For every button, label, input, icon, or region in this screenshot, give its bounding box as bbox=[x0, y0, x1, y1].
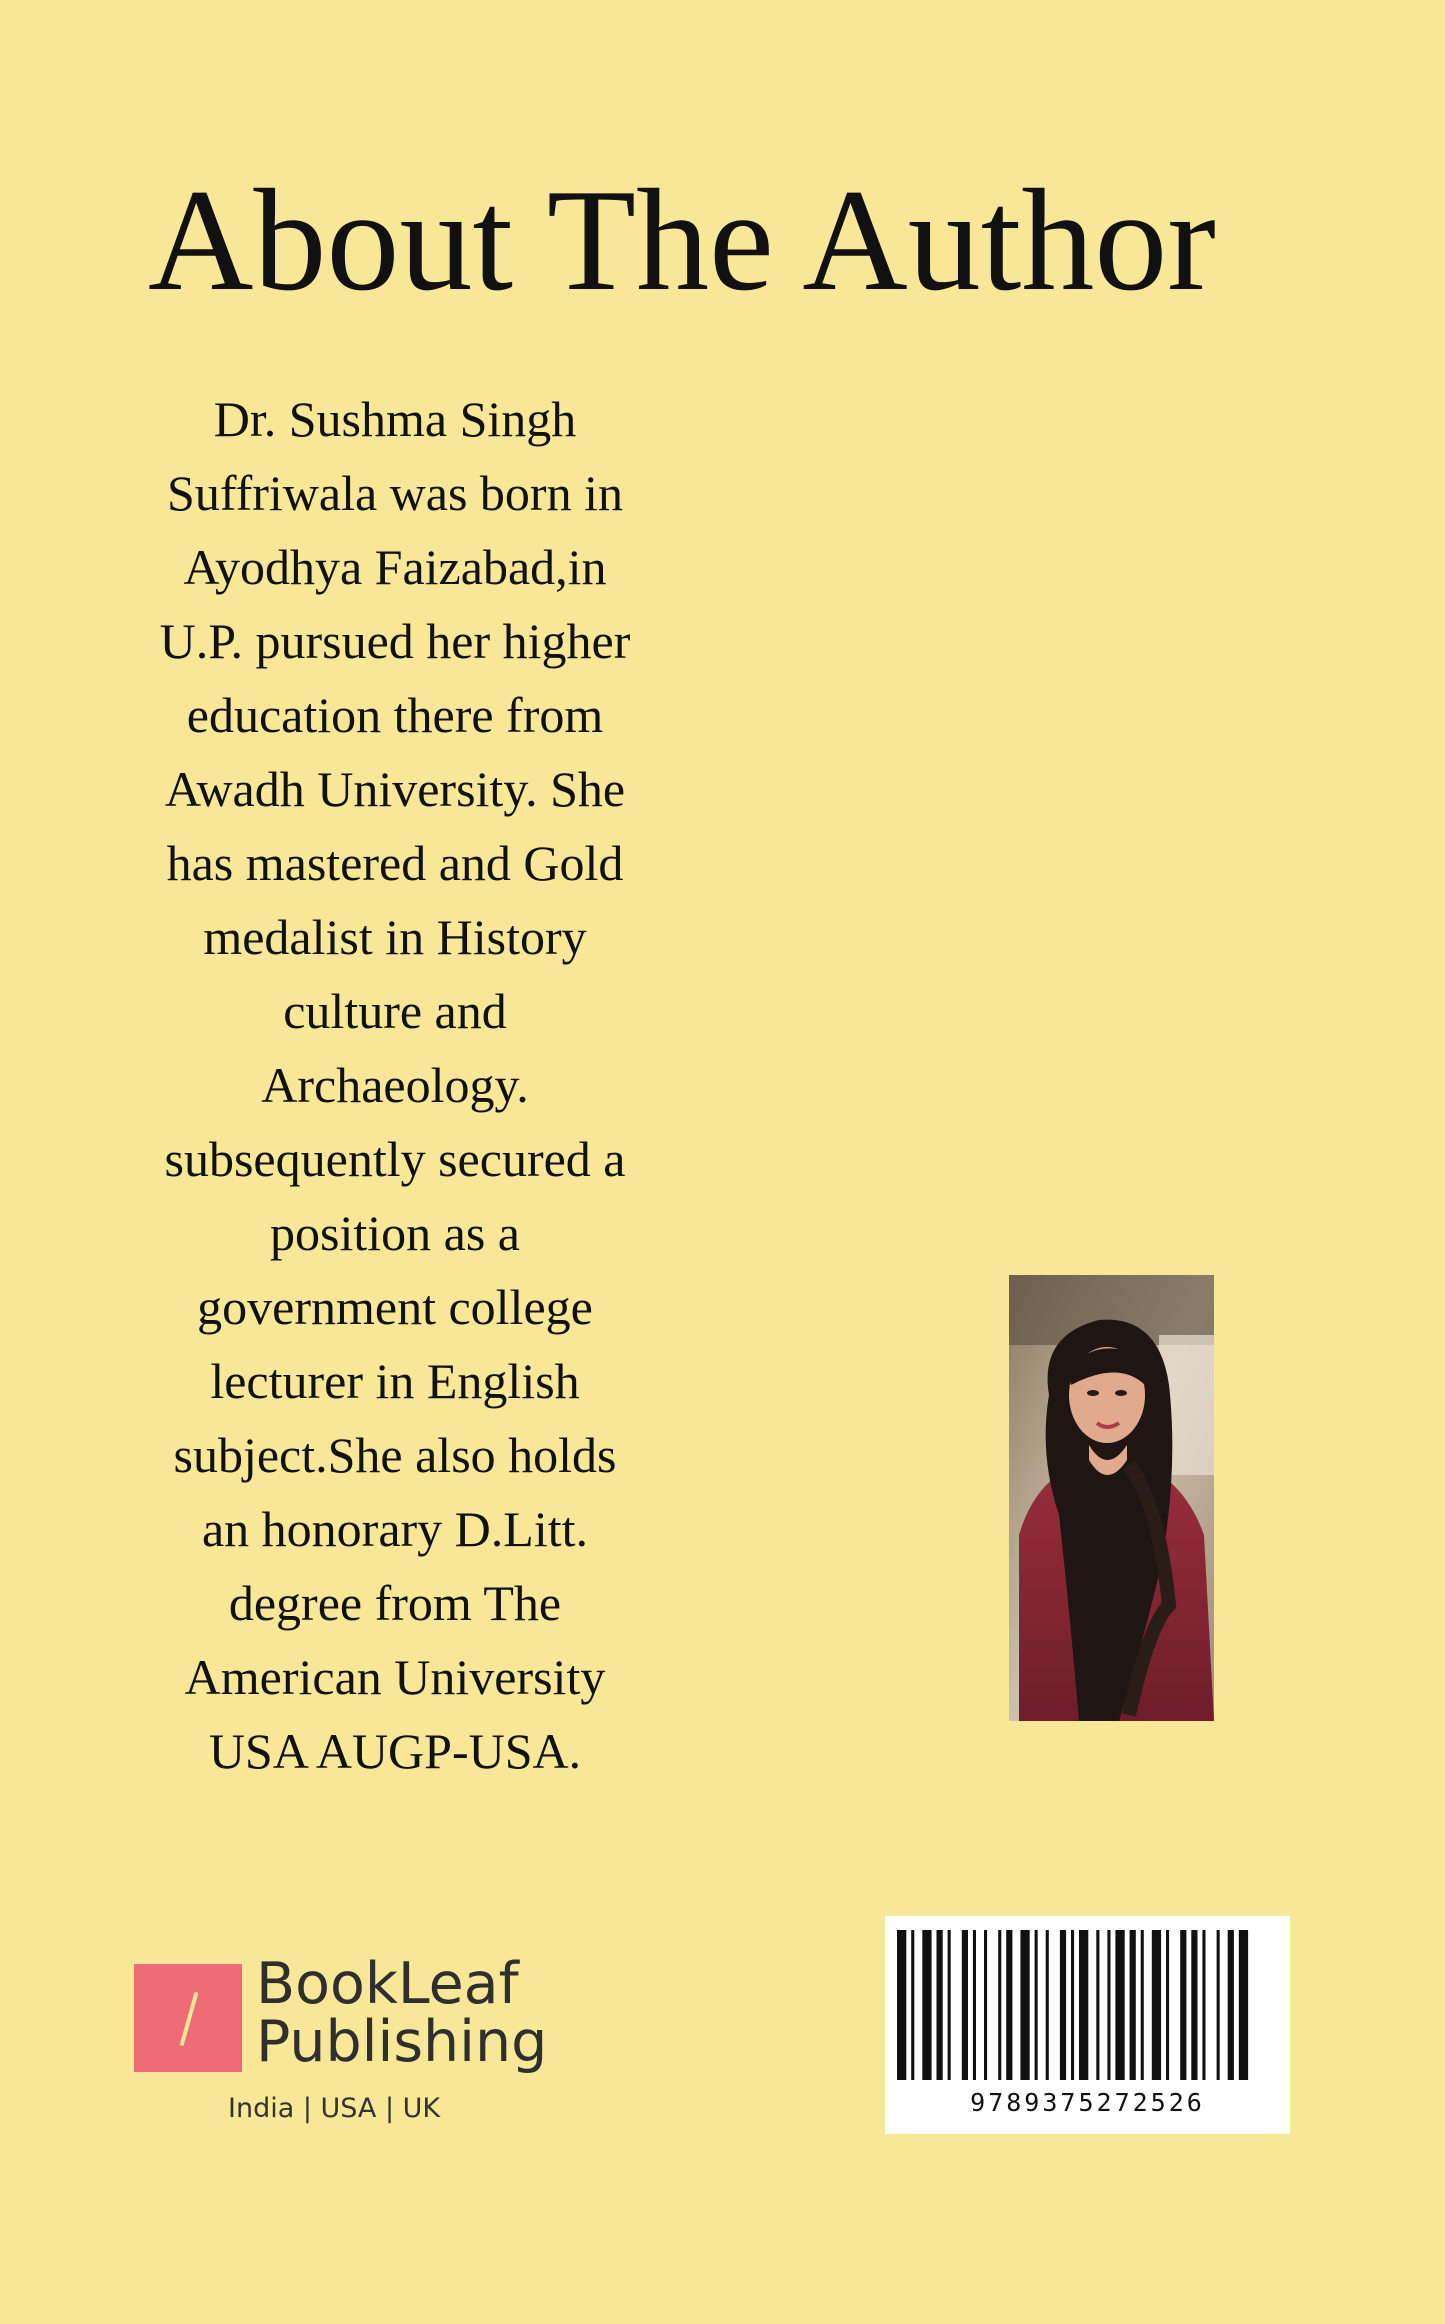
barcode-bar bbox=[1071, 1930, 1074, 2080]
publisher-name-line2: Publishing bbox=[256, 2009, 548, 2075]
bio-line: position as a bbox=[270, 1205, 520, 1261]
barcode-bar bbox=[1020, 1930, 1029, 2080]
barcode-bar bbox=[922, 1930, 931, 2080]
barcode-bar bbox=[897, 1930, 906, 2080]
barcode-bars bbox=[895, 1930, 1280, 2080]
publisher-name bbox=[256, 1951, 548, 2075]
barcode-bar bbox=[1060, 1930, 1066, 2080]
bio-line: Awadh University. She bbox=[164, 761, 626, 817]
isbn-number: 9789375272526 bbox=[970, 2088, 1205, 2117]
barcode-bar bbox=[937, 1930, 943, 2080]
bio-line: Dr. Sushma Singh bbox=[213, 391, 577, 447]
bio-line: culture and bbox=[283, 983, 507, 1039]
barcode-bar bbox=[1239, 1930, 1248, 2080]
barcode-bar bbox=[948, 1930, 951, 2080]
publisher-regions: India | USA | UK bbox=[228, 2093, 441, 2124]
barcode-bar bbox=[998, 1930, 1001, 2080]
author-photo-illustration bbox=[1009, 1275, 1214, 1721]
barcode-bar bbox=[1130, 1930, 1136, 2080]
barcode-bar bbox=[1096, 1930, 1099, 2080]
isbn-barcode bbox=[885, 1916, 1290, 2134]
barcode-bar bbox=[1217, 1930, 1220, 2080]
bio-line: lecturer in English bbox=[210, 1353, 580, 1409]
barcode-bar bbox=[1191, 1930, 1197, 2080]
bio-line: has mastered and Gold bbox=[166, 835, 624, 891]
bio-line: government college bbox=[197, 1279, 593, 1335]
bio-line: subject.She also holds bbox=[173, 1427, 617, 1483]
barcode-bar bbox=[1202, 1930, 1205, 2080]
bio-line: Suffriwala was born in bbox=[167, 465, 623, 521]
page-title: About The Author bbox=[148, 159, 1216, 321]
author-bio bbox=[150, 382, 640, 1788]
barcode-bar bbox=[1166, 1930, 1169, 2080]
author-photo bbox=[1009, 1275, 1214, 1721]
barcode-bar bbox=[1006, 1930, 1012, 2080]
barcode-bar bbox=[984, 1930, 987, 2080]
barcode-bar bbox=[962, 1930, 968, 2080]
bio-line: medalist in History bbox=[203, 909, 587, 965]
bio-line: Ayodhya Faizabad,in bbox=[183, 539, 607, 595]
publisher-name-line1: BookLeaf bbox=[256, 1951, 519, 2017]
bio-line: Archaeology. bbox=[261, 1057, 529, 1113]
publisher-logo bbox=[134, 1951, 548, 2131]
bio-line: U.P. pursued her higher bbox=[159, 613, 631, 669]
barcode-bar bbox=[1180, 1930, 1186, 2080]
bio-line: USA AUGP-USA. bbox=[208, 1723, 582, 1779]
barcode-bar bbox=[1107, 1930, 1110, 2080]
barcode-bar bbox=[1046, 1930, 1049, 2080]
barcode-bar bbox=[1141, 1930, 1144, 2080]
bio-line: American University bbox=[184, 1649, 606, 1705]
barcode-bar bbox=[1079, 1930, 1088, 2080]
bio-line: an honorary D.Litt. bbox=[201, 1501, 588, 1557]
bio-line: subsequently secured a bbox=[164, 1131, 626, 1187]
bio-line: education there from bbox=[186, 687, 604, 743]
barcode-bar bbox=[1115, 1930, 1124, 2080]
barcode-bar bbox=[973, 1930, 976, 2080]
barcode-bar bbox=[1152, 1930, 1161, 2080]
barcode-bar bbox=[1228, 1930, 1234, 2080]
slash-icon bbox=[134, 1964, 242, 2072]
bio-line: degree from The bbox=[228, 1575, 562, 1631]
barcode-bar bbox=[1035, 1930, 1038, 2080]
publisher-mark bbox=[134, 1964, 242, 2072]
barcode-bar bbox=[911, 1930, 914, 2080]
